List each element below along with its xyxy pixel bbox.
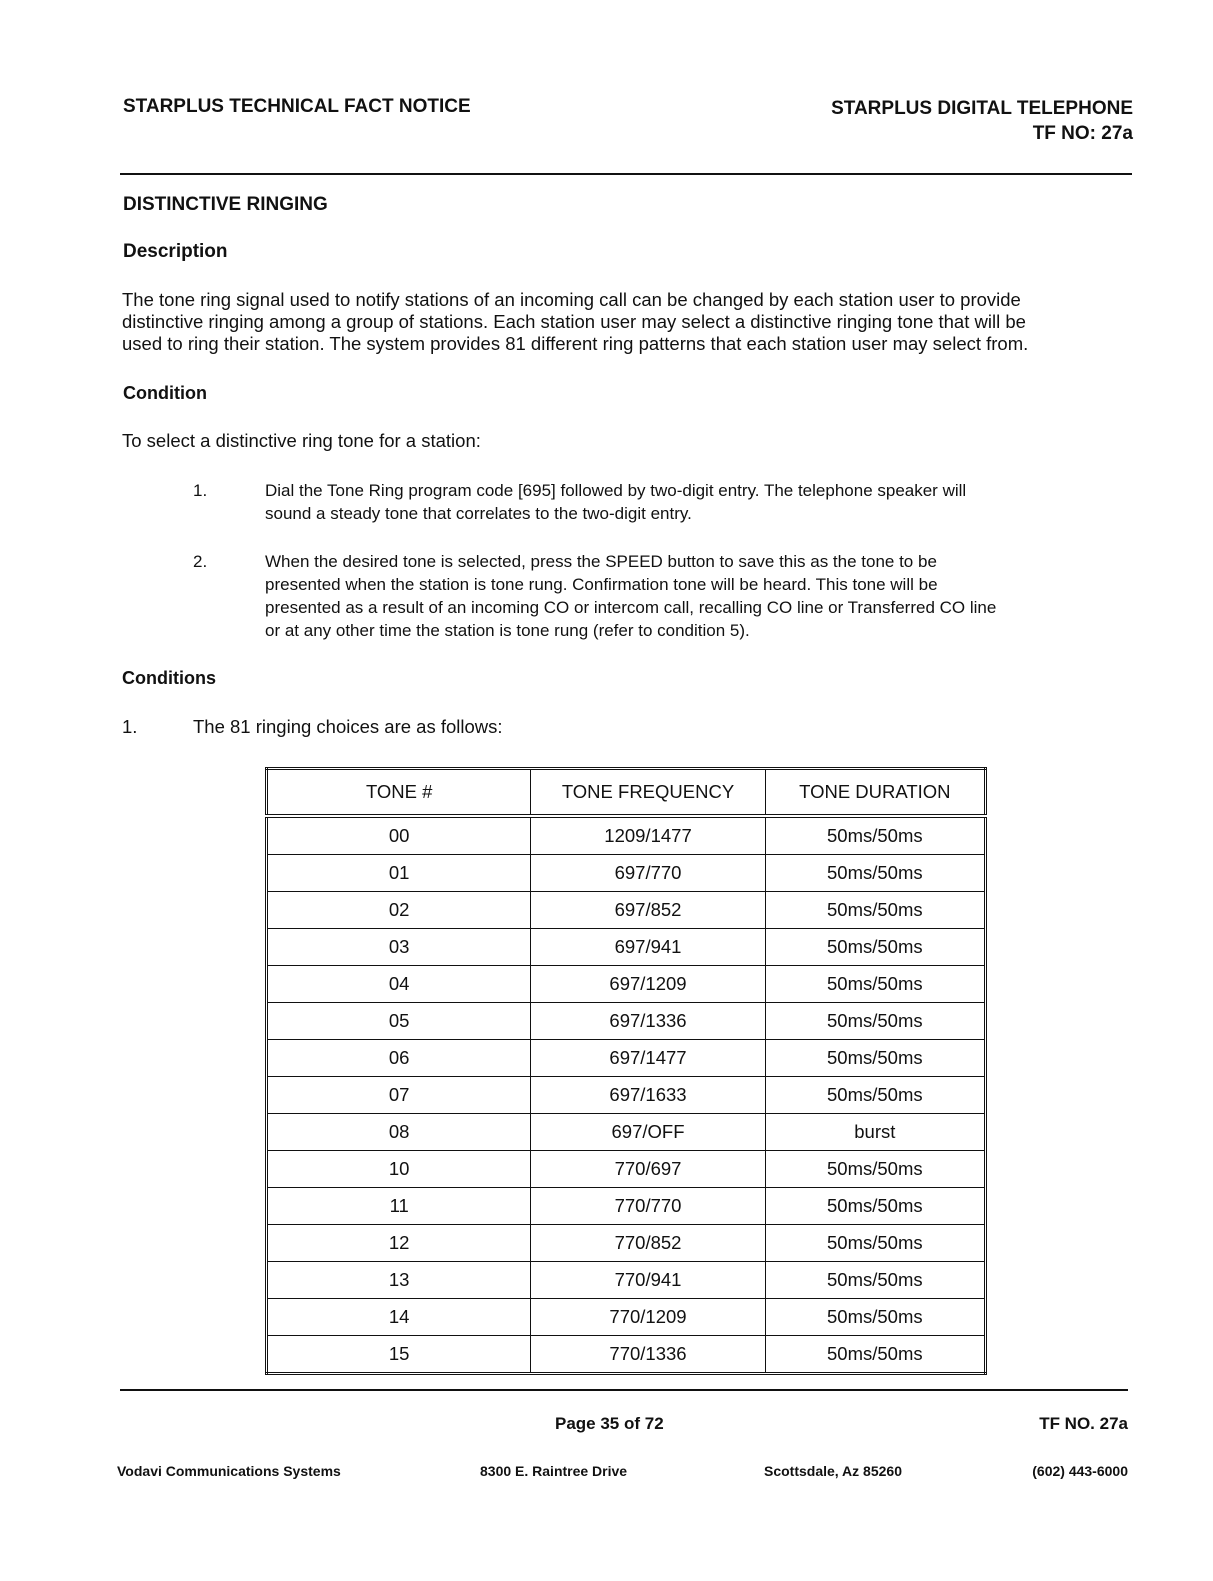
cell-tone-duration: 50ms/50ms <box>765 1299 985 1336</box>
cell-tone-number: 12 <box>267 1225 531 1262</box>
cell-tone-duration: 50ms/50ms <box>765 1225 985 1262</box>
description-line: used to ring their station. The system provides 81 different ring patterns that each station user may select from. <box>122 333 1029 354</box>
header-tf-number: TF NO: 27a <box>1032 123 1133 144</box>
step-line: presented as a result of an incoming CO or intercom call, recalling CO line or Transferred CO line <box>265 598 997 617</box>
description-line: The tone ring signal used to notify stations of an incoming call can be changed by each station user to provide <box>122 289 1021 310</box>
header-left-title: STARPLUS TECHNICAL FACT NOTICE <box>123 96 471 117</box>
cell-tone-frequency: 770/697 <box>531 1151 765 1188</box>
table-row <box>267 929 986 966</box>
cell-tone-frequency: 770/852 <box>531 1225 765 1262</box>
condition-heading: Condition <box>123 383 207 403</box>
cell-tone-duration: 50ms/50ms <box>765 855 985 892</box>
cell-tone-duration: 50ms/50ms <box>765 1151 985 1188</box>
cell-tone-duration: 50ms/50ms <box>765 929 985 966</box>
cell-tone-number: 13 <box>267 1262 531 1299</box>
table-row <box>267 855 986 892</box>
cell-tone-duration: 50ms/50ms <box>765 892 985 929</box>
cell-tone-frequency: 697/941 <box>531 929 765 966</box>
header-divider <box>120 173 1132 175</box>
cell-tone-frequency: 697/1477 <box>531 1040 765 1077</box>
table-row <box>267 1336 986 1374</box>
footer-divider <box>120 1389 1128 1391</box>
section-title: DISTINCTIVE RINGING <box>123 194 328 215</box>
column-header-tone-number: TONE # <box>267 769 531 817</box>
table-row <box>267 1262 986 1299</box>
table-row <box>267 1151 986 1188</box>
tone-table <box>265 767 987 1375</box>
step-line: or at any other time the station is tone rung (refer to condition 5). <box>265 621 750 640</box>
cell-tone-number: 01 <box>267 855 531 892</box>
step-line: sound a steady tone that correlates to the two-digit entry. <box>265 504 692 523</box>
table-row <box>267 1188 986 1225</box>
cell-tone-duration: 50ms/50ms <box>765 1336 985 1374</box>
conditions-item-text: The 81 ringing choices are as follows: <box>193 716 503 737</box>
cell-tone-number: 11 <box>267 1188 531 1225</box>
column-header-tone-frequency: TONE FREQUENCY <box>531 769 765 817</box>
table-body <box>267 816 986 1374</box>
table-row <box>267 1114 986 1151</box>
cell-tone-frequency: 1209/1477 <box>531 816 765 855</box>
step-number: 1. <box>193 481 208 500</box>
description-paragraph <box>122 289 1137 355</box>
table-row <box>267 892 986 929</box>
condition-intro: To select a distinctive ring tone for a station: <box>122 430 481 451</box>
page-number: Page 35 of 72 <box>555 1414 664 1433</box>
footer-city: Scottsdale, Az 85260 <box>764 1463 902 1479</box>
table-row <box>267 1003 986 1040</box>
column-header-tone-duration: TONE DURATION <box>765 769 985 817</box>
cell-tone-duration: 50ms/50ms <box>765 1262 985 1299</box>
cell-tone-frequency: 697/OFF <box>531 1114 765 1151</box>
conditions-heading: Conditions <box>122 668 216 688</box>
conditions-item-number: 1. <box>122 716 138 737</box>
step-number: 2. <box>193 552 208 571</box>
cell-tone-frequency: 770/1209 <box>531 1299 765 1336</box>
cell-tone-duration: 50ms/50ms <box>765 1040 985 1077</box>
cell-tone-number: 00 <box>267 816 531 855</box>
cell-tone-number: 02 <box>267 892 531 929</box>
cell-tone-number: 10 <box>267 1151 531 1188</box>
cell-tone-number: 04 <box>267 966 531 1003</box>
cell-tone-frequency: 697/1209 <box>531 966 765 1003</box>
description-heading: Description <box>123 241 228 262</box>
cell-tone-number: 08 <box>267 1114 531 1151</box>
cell-tone-frequency: 770/1336 <box>531 1336 765 1374</box>
cell-tone-duration: 50ms/50ms <box>765 966 985 1003</box>
footer-phone: (602) 443-6000 <box>1032 1463 1128 1479</box>
cell-tone-frequency: 697/1336 <box>531 1003 765 1040</box>
description-line: distinctive ringing among a group of stations. Each station user may select a distinctive ringing tone that will be <box>122 311 1026 332</box>
cell-tone-duration: 50ms/50ms <box>765 1077 985 1114</box>
step-line: Dial the Tone Ring program code [695] followed by two-digit entry. The telephone speaker will <box>265 481 967 500</box>
cell-tone-duration: 50ms/50ms <box>765 1188 985 1225</box>
footer-address: 8300 E. Raintree Drive <box>480 1463 628 1479</box>
table-row <box>267 816 986 855</box>
cell-tone-number: 07 <box>267 1077 531 1114</box>
step-text <box>265 479 1135 525</box>
cell-tone-frequency: 697/1633 <box>531 1077 765 1114</box>
cell-tone-frequency: 770/770 <box>531 1188 765 1225</box>
cell-tone-frequency: 770/941 <box>531 1262 765 1299</box>
table-header-row <box>267 769 986 817</box>
table-row <box>267 1225 986 1262</box>
cell-tone-duration: 50ms/50ms <box>765 1003 985 1040</box>
table-row <box>267 966 986 1003</box>
cell-tone-number: 03 <box>267 929 531 966</box>
cell-tone-number: 06 <box>267 1040 531 1077</box>
step-line: presented when the station is tone rung. Confirmation tone will be heard. This tone will be <box>265 575 938 594</box>
cell-tone-number: 05 <box>267 1003 531 1040</box>
cell-tone-frequency: 697/852 <box>531 892 765 929</box>
cell-tone-number: 14 <box>267 1299 531 1336</box>
step-text <box>265 550 1135 642</box>
footer-tf-number: TF NO. 27a <box>1039 1414 1128 1433</box>
cell-tone-frequency: 697/770 <box>531 855 765 892</box>
footer-company: Vodavi Communications Systems <box>117 1463 341 1479</box>
header-right-title: STARPLUS DIGITAL TELEPHONE <box>831 98 1133 119</box>
cell-tone-duration: burst <box>765 1114 985 1151</box>
table-row <box>267 1040 986 1077</box>
cell-tone-duration: 50ms/50ms <box>765 816 985 855</box>
table-row <box>267 1077 986 1114</box>
table-row <box>267 1299 986 1336</box>
cell-tone-number: 15 <box>267 1336 531 1374</box>
step-line: When the desired tone is selected, press the SPEED button to save this as the tone to be <box>265 552 937 571</box>
